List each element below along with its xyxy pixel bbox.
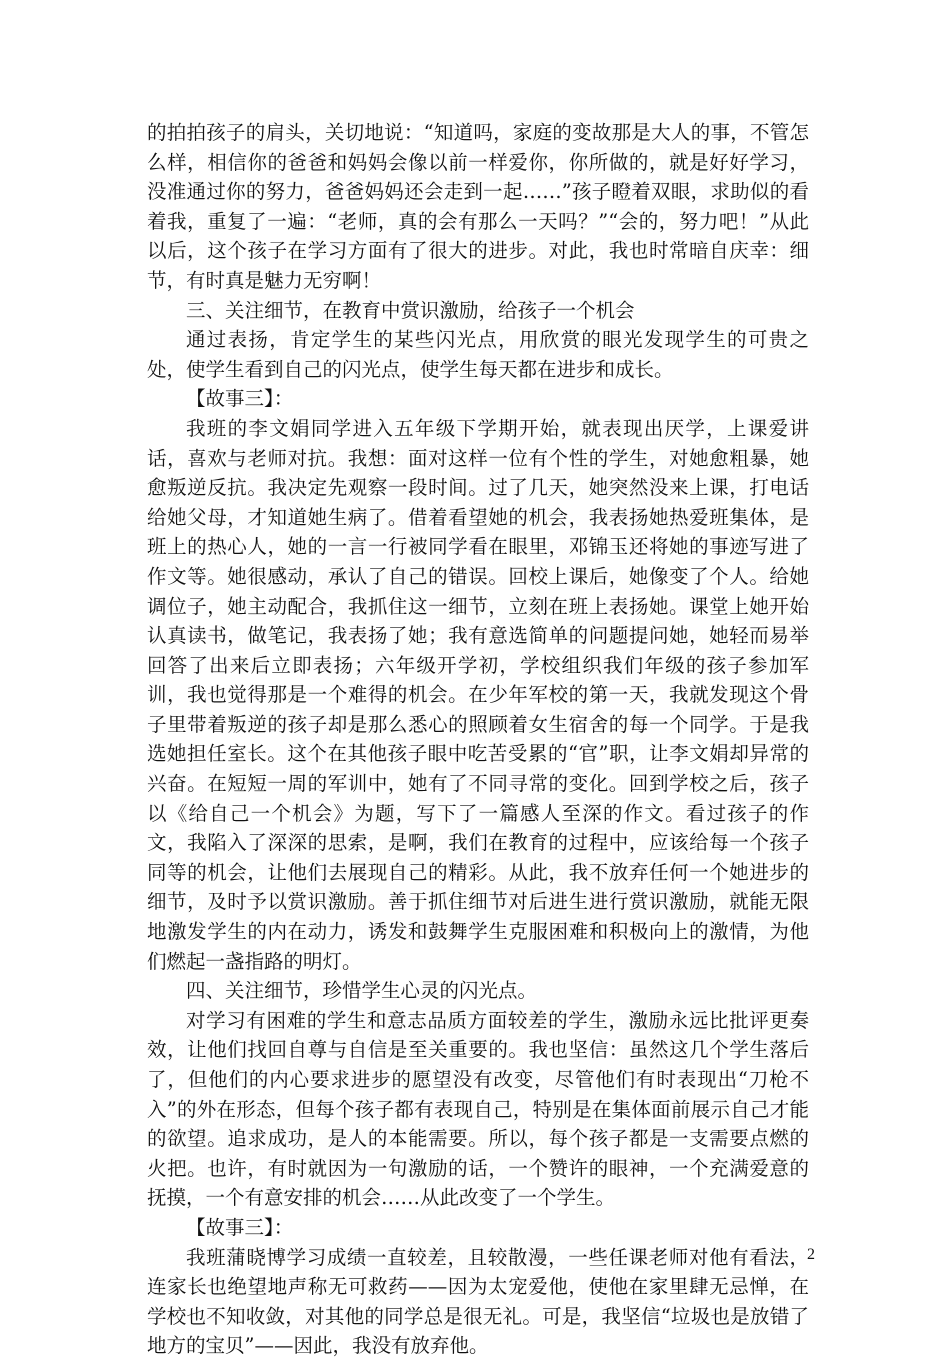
page-number: 2 bbox=[807, 1246, 815, 1263]
paragraph: 通过表扬，肯定学生的某些闪光点，用欣赏的眼光发现学生的可贵之处，使学生看到自己的闪光点，使学生每天都在进步和成长。 bbox=[147, 328, 809, 381]
story-label: 【故事三】： bbox=[186, 387, 294, 411]
section-heading: 四、关注细节，珍惜学生心灵的闪光点。 bbox=[186, 979, 538, 1003]
paragraph: 的拍拍孩子的肩头，关切地说：“知道吗，家庭的变故那是大人的事，不管怎么样，相信你的爸爸和妈妈会像以前一样爱你，你所做的，就是好好学习，没准通过你的努力，爸爸妈妈还会走到一起……”孩子瞪着双眼，求助似的看着我，重复了一遍：“老师，真的会有那么一天吗？”“会的，努力吧！”从此以后，这个孩子在学习方面有了很大的进步。对此，我也时常暗自庆幸：细节，有时真是魅力无穷啊！ bbox=[147, 121, 809, 292]
section-heading: 三、关注细节，在教育中赏识激励，给孩子一个机会 bbox=[186, 298, 635, 322]
body-text bbox=[147, 118, 809, 1361]
paragraph: 我班的李文娟同学进入五年级下学期开始，就表现出厌学，上课爱讲话，喜欢与老师对抗。我想：面对这样一位有个性的学生，对她愈粗暴，她愈叛逆反抗。我决定先观察一段时间。过了几天，她突然没来上课，打电话给她父母，才知道她生病了。借着看望她的机会，我表扬她热爱班集体，是班上的热心人，她的一言一行被同学看在眼里，邓锦玉还将她的事迹写进了作文等。她很感动，承认了自己的错误。回校上课后，她像变了个人。给她调位子，她主动配合，我抓住这一细节，立刻在班上表扬她。课堂上她开始认真读书，做笔记，我表扬了她；我有意选简单的问题提问她，她轻而易举回答了出来后立即表扬；六年级开学初，学校组织我们年级的孩子参加军训，我也觉得那是一个难得的机会。在少年军校的第一天，我就发现这个骨子里带着叛逆的孩子却是那么悉心的照顾着女生宿舍的每一个同学。于是我选她担任室长。这个在其他孩子眼中吃苦受累的“官”职，让李文娟却异常的兴奋。在短短一周的军训中，她有了不同寻常的变化。回到学校之后，孩子以《给自己一个机会》为题，写下了一篇感人至深的作文。看过孩子的作文，我陷入了深深的思索，是啊，我们在教育的过程中，应该给每一个孩子同等的机会，让他们去展现自己的精彩。从此，我不放弃任何一个她进步的细节，及时予以赏识激励。善于抓住细节对后进生进行赏识激励，就能无限地激发学生的内在动力，诱发和鼓舞学生克服困难和积极向上的激情，为他们燃起一盏指路的明灯。 bbox=[147, 416, 809, 973]
paragraph: 对学习有困难的学生和意志品质方面较差的学生，激励永远比批评更奏效，让他们找回自尊与自信是至关重要的。我也坚信：虽然这几个学生落后了，但他们的内心要求进步的愿望没有改变，尽管他们有时表现出“刀枪不入”的外在形态，但每个孩子都有表现自己，特别是在集体面前展示自己才能的欲望。追求成功，是人的本能需要。所以，每个孩子都是一支需要点燃的火把。也许，有时就因为一句激励的话，一个赞许的眼神，一个充满爱意的抚摸，一个有意安排的机会……从此改变了一个学生。 bbox=[147, 1008, 809, 1210]
story-label: 【故事三】： bbox=[186, 1215, 294, 1239]
paragraph: 我班蒲晓博学习成绩一直较差，且较散漫，一些任课老师对他有看法，连家长也绝望地声称无可救药——因为太宠爱他，使他在家里肆无忌惮，在学校也不知收敛，对其他的同学总是很无礼。可是，我坚信“垃圾也是放错了地方的宝贝”——因此，我没有放弃他。 bbox=[147, 1245, 809, 1358]
